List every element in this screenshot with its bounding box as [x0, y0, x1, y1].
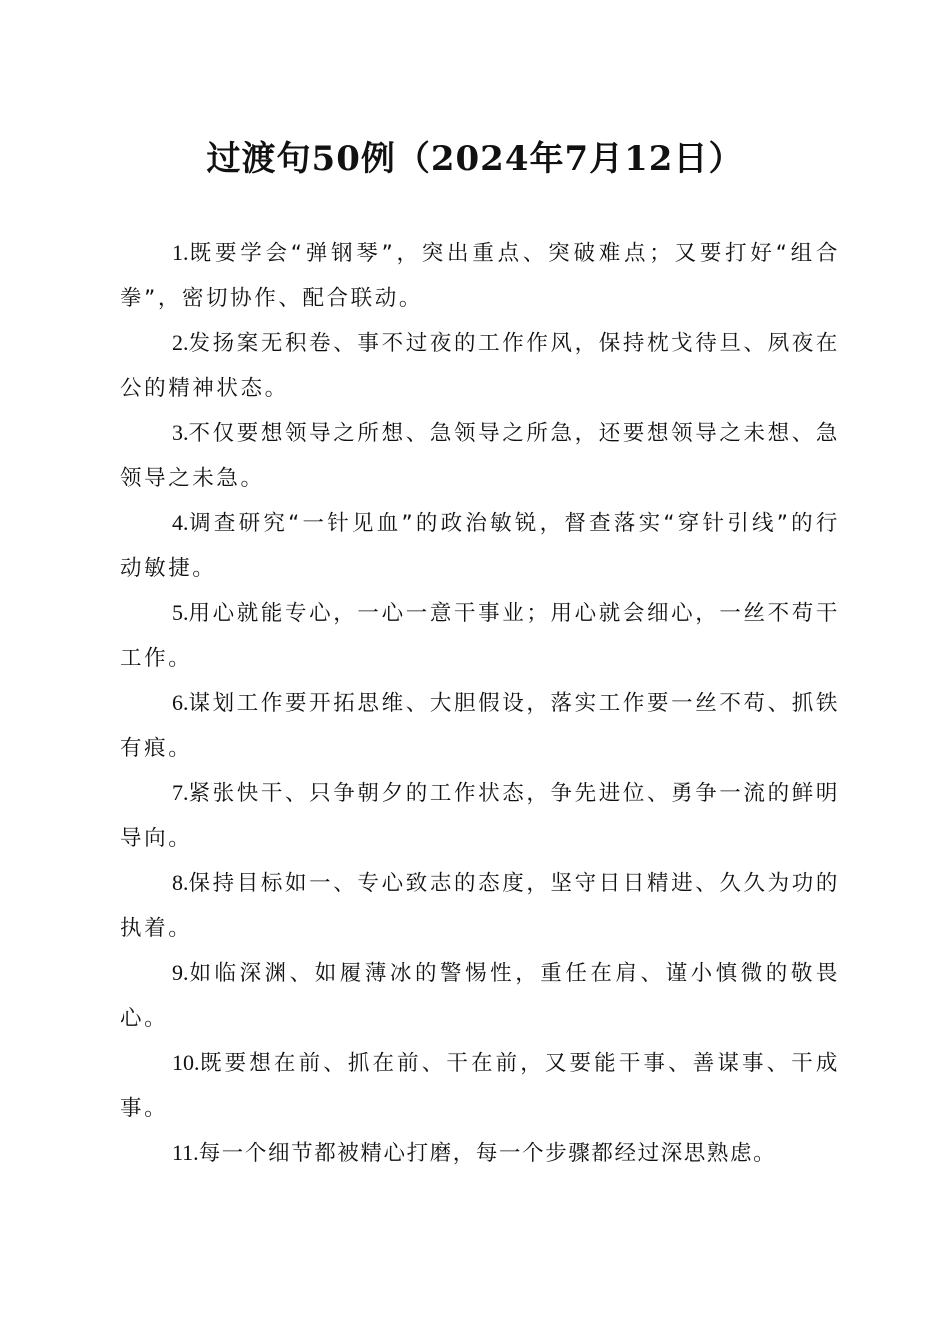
item-text: 发扬案无积卷、事不过夜的工作作风，保持枕戈待旦、夙夜在公的精神状态。	[120, 331, 840, 401]
list-item-2	[120, 320, 840, 410]
item-number: 8.	[172, 870, 189, 895]
item-text: 调查研究“一针见血”的政治敏锐，督查落实“穿针引线”的行动敏捷。	[120, 511, 840, 581]
list-item-10	[120, 1040, 840, 1130]
document-title: 过渡句50例（2024年7月12日）	[206, 139, 744, 179]
item-number: 9.	[172, 960, 189, 985]
item-text: 不仅要想领导之所想、急领导之所急，还要想领导之未想、急领导之未急。	[120, 421, 840, 491]
item-number: 11.	[172, 1140, 199, 1165]
list-item-1	[120, 230, 840, 320]
document-body	[120, 230, 840, 1175]
item-text: 每一个细节都被精心打磨，每一个步骤都经过深思熟虑。	[198, 1141, 777, 1166]
item-number: 10.	[172, 1050, 200, 1075]
list-item-3	[120, 410, 840, 500]
list-item-5	[120, 590, 840, 680]
item-text: 如临深渊、如履薄冰的警惕性，重任在肩、谨小慎微的敬畏心。	[120, 961, 840, 1031]
item-number: 2.	[172, 330, 189, 355]
list-item-4	[120, 500, 840, 590]
item-text: 谋划工作要开拓思维、大胆假设，落实工作要一丝不苟、抓铁有痕。	[120, 691, 840, 761]
list-item-6	[120, 680, 840, 770]
item-number: 3.	[172, 420, 189, 445]
item-text: 紧张快干、只争朝夕的工作状态，争先进位、勇争一流的鲜明导向。	[120, 781, 840, 851]
item-number: 6.	[172, 690, 189, 715]
item-text: 用心就能专心，一心一意干事业；用心就会细心，一丝不苟干工作。	[120, 601, 840, 671]
list-item-11	[120, 1130, 840, 1175]
item-number: 1.	[172, 240, 189, 265]
item-number: 7.	[172, 780, 189, 805]
item-text: 既要想在前、抓在前、干在前，又要能干事、善谋事、干成事。	[120, 1051, 840, 1121]
item-text: 保持目标如一、专心致志的态度，坚守日日精进、久久为功的执着。	[120, 871, 840, 941]
list-item-9	[120, 950, 840, 1040]
list-item-8	[120, 860, 840, 950]
list-item-7	[120, 770, 840, 860]
item-number: 5.	[172, 600, 189, 625]
item-text: 既要学会“弹钢琴”，突出重点、突破难点；又要打好“组合拳”，密切协作、配合联动。	[120, 241, 840, 311]
item-number: 4.	[172, 510, 189, 535]
